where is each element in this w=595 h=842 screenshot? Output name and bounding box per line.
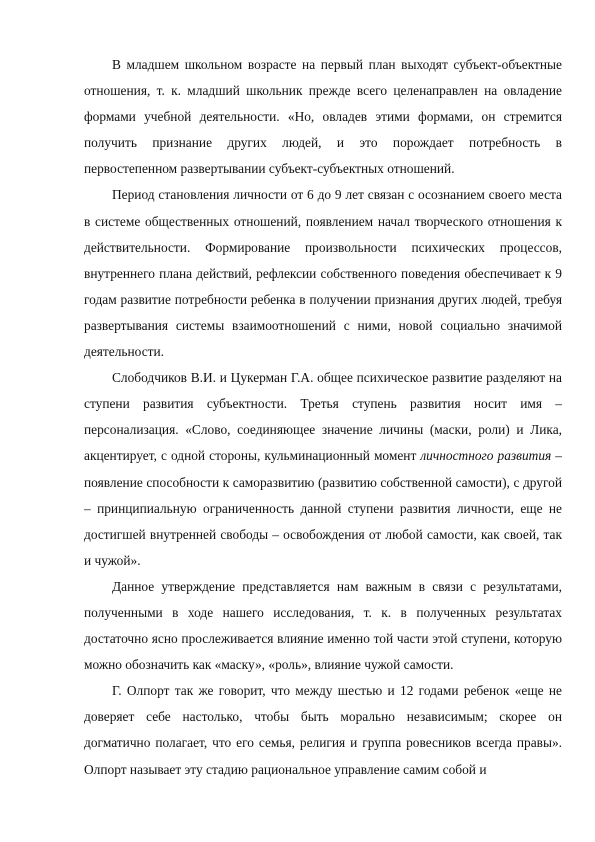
paragraph-4: Данное утверждение представляется нам важным в связи с результатами, полученными в ходе нашего исследования, т. к. в полученных результатах достаточно ясно прослеживается влияние именно той части этой ступени, которую можно обозначить как «маску», «роль», влияние чужой самости. <box>84 578 562 673</box>
paragraph-3 <box>84 365 562 574</box>
document-page <box>84 52 562 783</box>
paragraph-2: Период становления личности от 6 до 9 лет связан с осознанием своего места в системе общественных отношений, появлением начал творческого отношения к действительности. Формирование произвольности психических процессов, внутреннего плана действий, рефлексии собственного поведения обеспечивает к 9 годам развитие потребности ребенка в получении признания других людей, требуя развертывания системы взаимоотношений с ними, новой социально значимой деятельности. <box>84 187 562 360</box>
paragraph-3-text-end: – появление способности к саморазвитию (развитию собственной самости), с другой – принципиальную ограниченность данной ступени развития личности, еще не достигшей внутренней свободы – освобождения от любой самости, как своей, так и чужой». <box>84 448 562 568</box>
paragraph-5: Г. Олпорт так же говорит, что между шестью и 12 годами ребенок «еще не доверяет себе настолько, чтобы быть морально независимым; скорее он догматично полагает, что его семья, религия и группа ровесников всегда правы». Олпорт называет эту стадию рациональное управление самим собой и <box>84 683 562 777</box>
italic-emphasis: личностного развития <box>420 448 552 464</box>
paragraph-3-text-start: Слободчиков В.И. и Цукерман Г.А. общее психическое развитие разделяют на ступени развития субъектности. Третья ступень развития носит имя – персонализация. «Слово, соединяющее значение личины (маски, роли) и Лика, акцентирует, с одной стороны, кульминационный момент <box>84 370 562 464</box>
paragraph-1: В младшем школьном возрасте на первый план выходят субъект-объектные отношения, т. к. младший школьник прежде всего целенаправлен на овладение формами учебной деятельности. «Но, овладев этими формами, он стремится получить признание других людей, и это порождает потребность в первостепенном развертывании субъект-субъектных отношений. <box>84 57 562 177</box>
